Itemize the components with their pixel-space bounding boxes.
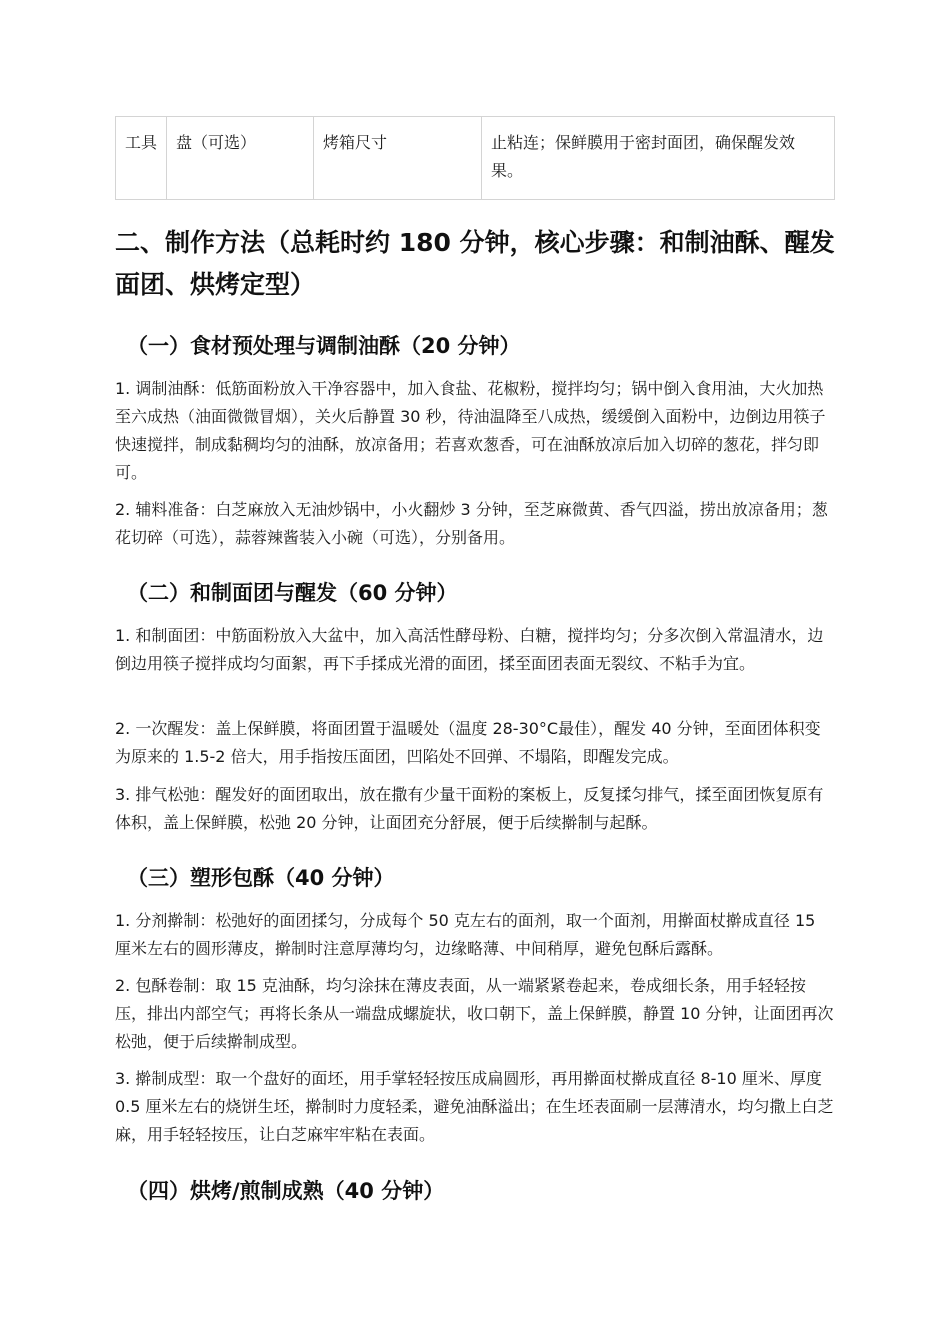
step-paragraph: 2. 辅料准备：白芝麻放入无油炒锅中，小火翻炒 3 分钟，至芝麻微黄、香气四溢，捞出放凉备用；葱花切碎（可选），蒜蓉辣酱装入小碗（可选），分别备用。 [115,500,828,547]
step-paragraph: 1. 调制油酥：低筋面粉放入干净容器中，加入食盐、花椒粉，搅拌均匀；锅中倒入食用油，大火加热至六成热（油面微微冒烟），关火后静置 30 秒，待油温降至八成热，缓缓倒入面粉中，边倒边用筷子快速搅拌，制成黏稠均匀的油酥，放凉备用；若喜欢葱香，可在油酥放凉后加入切碎的葱花，拌匀即可。 [115,379,826,482]
table-cell-item: 盘（可选） [167,117,314,200]
section-heading-3: （三）塑形包酥（40 分钟） [127,866,395,890]
main-heading: 二、制作方法（总耗时约 180 分钟，核心步骤：和制油酥、醒发面团、烘烤定型） [115,228,835,299]
table-cell-category: 工具 [116,117,167,200]
step-paragraph: 3. 擀制成型：取一个盘好的面坯，用手掌轻轻按压成扁圆形，再用擀面杖擀成直径 8-10 厘米、厚度 0.5 厘米左右的烧饼生坯，擀制时力度轻柔，避免油酥溢出；在生坯表面刷一层薄清水，均匀撒上白芝麻，用手轻轻按压，让白芝麻牢牢粘在表面。 [115,1069,834,1144]
step-paragraph: 1. 分剂擀制：松弛好的面团揉匀，分成每个 50 克左右的面剂，取一个面剂，用擀面杖擀成直径 15 厘米左右的圆形薄皮，擀制时注意厚薄均匀，边缘略薄、中间稍厚，避免包酥后露酥。 [115,911,816,958]
section-heading-4: （四）烘烤/煎制成熟（40 分钟） [127,1179,445,1203]
tools-table [115,116,835,200]
step-paragraph: 2. 一次醒发：盖上保鲜膜，将面团置于温暖处（温度 28-30°C最佳），醒发 40 分钟，至面团体积变为原来的 1.5-2 倍大，用手指按压面团，凹陷处不回弹、不塌陷，即醒发完成。 [115,719,821,766]
step-paragraph: 1. 和制面团：中筋面粉放入大盆中，加入高活性酵母粉、白糖，搅拌均匀；分多次倒入常温清水，边倒边用筷子搅拌成均匀面絮，再下手揉成光滑的面团，揉至面团表面无裂纹、不粘手为宜。 [115,626,824,673]
table-row [116,117,835,200]
table-cell-spec: 烤箱尺寸 [314,117,482,200]
table-cell-note: 止粘连；保鲜膜用于密封面团，确保醒发效果。 [482,117,835,200]
step-paragraph: 3. 排气松弛：醒发好的面团取出，放在撒有少量干面粉的案板上，反复揉匀排气，揉至面团恢复原有体积，盖上保鲜膜，松弛 20 分钟，让面团充分舒展，便于后续擀制与起酥。 [115,785,824,832]
step-paragraph: 2. 包酥卷制：取 15 克油酥，均匀涂抹在薄皮表面，从一端紧紧卷起来，卷成细长条，用手轻轻按压，排出内部空气；再将长条从一端盘成螺旋状，收口朝下，盖上保鲜膜，静置 10 分钟，让面团再次松弛，便于后续擀制成型。 [115,976,834,1051]
section-heading-2: （二）和制面团与醒发（60 分钟） [127,581,458,605]
section-heading-1: （一）食材预处理与调制油酥（20 分钟） [127,334,521,358]
